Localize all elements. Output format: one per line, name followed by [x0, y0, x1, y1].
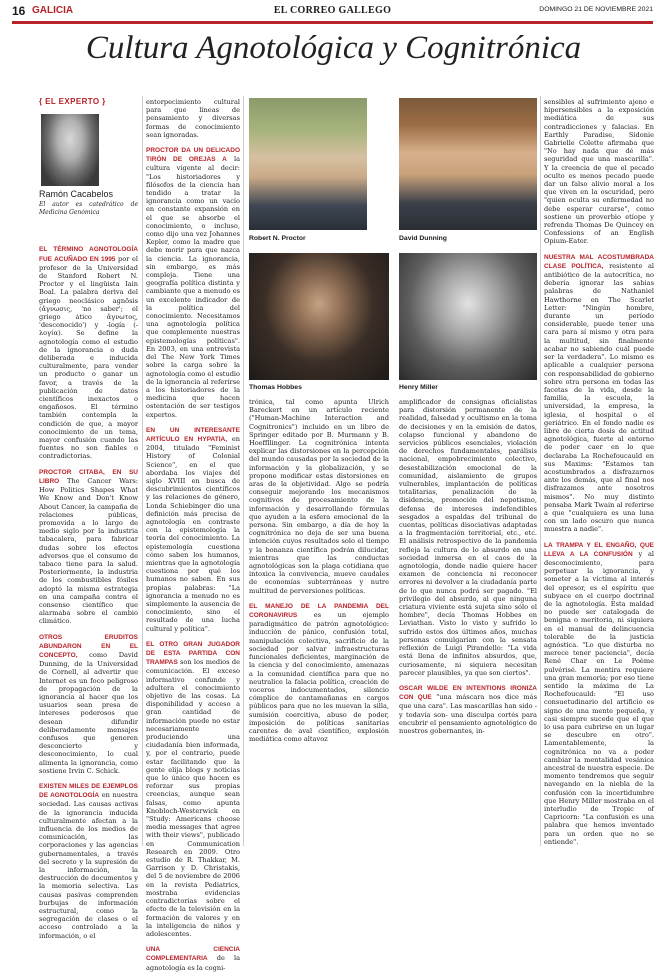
- author-name: Ramón Cacabelos: [39, 189, 114, 200]
- article-paragraph: [146, 945, 240, 972]
- photo-robert-proctor: [249, 98, 367, 230]
- article-paragraph: [399, 684, 537, 735]
- photo-caption: Thomas Hobbes: [249, 384, 302, 391]
- article-title: Cultura Agnotológica y Cognitrónica: [85, 30, 582, 66]
- paragraph-lead-in: EXISTEN MILES DE EJEMPLOS DE AGNOTOLOGÍA: [39, 783, 138, 800]
- paragraph-lead-in: EN UN INTERESANTE ARTÍCULO EN HYPATIA,: [146, 426, 240, 443]
- section-name: GALICIA: [32, 5, 74, 16]
- page-header: [12, 4, 653, 24]
- paragraph-lead-in: PROCTOR DA UN DELICADO TIRÓN DE OREJAS A: [146, 147, 240, 164]
- kicker: { EL EXPERTO }: [39, 97, 106, 106]
- photo-david-dunning: [399, 98, 537, 230]
- paragraph-text: resistente al antibiótico de la autocrítica, no debería ignorar las sabias palabras de Nathaniel Hawthorne en The Scarlet Letter: "Ningún hombre, durante un período considerable, puede tener una cara para sí mismo y otra para la multitud, sin finalmente acabar no sabiendo cuál puede ser la verdadera". Lo mismo es aplicable a cualquier persona con responsabilidad de gobierno sobre otra persona en todas las facetas de la vida, desde la familia, la escuela, la universidad, la empresa, la iglesia, el hospital o el geriátrico. En el fondo nadie es libre de cierta dosis de actitud agnotológica, fuerte al entorno de poder caer en lo que declaraba La Rochefoucauld en sus Maxims: "Estamos tan acostumbrados a disfrazarnos ante los demás, que al final nos disfrazamos ante nosotros mismos". No muy distinto pensaba Mark Twain al referirse a que "cualquiera es una luna con un lado oscuro que nunca muestra a nadie".: [544, 261, 654, 534]
- article-paragraph: [146, 98, 240, 139]
- article-paragraph: [146, 640, 240, 938]
- paragraph-lead-in: EL OTRO GRAN JUGADOR DE ESTA PARTIDA CON TRAMPAS: [146, 640, 240, 667]
- paragraph-lead-in: EL TÉRMINO AGNOTOLOGÍA FUE ACUÑADO EN 1995: [39, 246, 138, 263]
- issue-date: DOMINGO 21 DE NOVIEMBRE 2021: [539, 6, 653, 13]
- author-photo: [41, 114, 99, 186]
- column-1-body: [39, 245, 138, 939]
- article-paragraph: [39, 633, 138, 775]
- paragraph-text: en nuestra sociedad. Las causas activas de la ignorancia inducida culturalmente afectan a la influencia de los medios de comunicación, las corporaciones y las agencias gubernamentales, a través del secreto y la supresión de la información, la destrucción de documentos y la memoria selectiva. Las causas pasivas comprenden burbujas de información estructural, como la segregación de clases o el acceso controlado a la información, o el: [39, 791, 138, 940]
- article-paragraph: [249, 398, 389, 595]
- paragraph-text: por el profesor de la Universidad de Stanford Robert N. Proctor y el lingüista Iain Boal. La palabra deriva del griego neoclásico agnōsis (ἄγνωσις, 'no saber'; el griego ático ἄγνωτος, 'desconocido') y -logía (-λογία). Se define la agnotología como el estudio de la ignorancia o duda deliberada e inducida culturalmente, para vender un producto o ganar un favor, a través de la publicación de datos científicos inexactos o engañosos. El término también contempla la condición de que, a mayor conocimiento de un tema, mayor confusión cuando las fuentes no son fiables o contradictorias.: [39, 254, 139, 461]
- paragraph-text: entorpecimiento cultural para que líneas de pensamiento y diversas formas de conocimiento sean ignoradas.: [146, 98, 240, 139]
- paragraph-text: la cultura vigente al decir: "Los historiadores y filósofos de la ciencia han tendido a tratar la ignorancia como un vacío en constante expansión en el que se absorbe el conocimiento, o incluso, como dijo una vez Johannes Kepler, como la madre que debe morir para que nazca la ciencia. La ignorancia, sin embargo, es más compleja. Tiene una geografía política distinta y cambiante que a menudo es un excelente indicador de la política del conocimiento. Necesitamos una agnotología política que complemente nuestras epistemologías políticas". En 2003, en una entrevista del The New York Times sobre la carga sobre la agnotología como el estudio de la ignorancia al referirse a los historiadores de la medicina que hacen ostentación de ser testigos expertos.: [146, 155, 240, 419]
- column-1: [39, 97, 139, 940]
- column-4-body: [399, 398, 537, 735]
- article-paragraph: [146, 426, 240, 633]
- article-paragraph: [39, 468, 138, 626]
- masthead: EL CORREO GALLEGO: [273, 5, 392, 16]
- page-number: 16: [12, 4, 26, 18]
- paragraph-text: en 2004, titulado "Feminist History of Colonial Science", en el que abordaba los viajes del siglo XVIII en busca de descubrimientos científicos y las relaciones de género, Londa Schiebinger dio una definición más precisa de agnotología en contraste con la epistemología la teoría del conocimiento. La epistemología cuestiona cómo saben los humanos, mientras que la agnotología cuestiona por qué los humanos no saben. En sus propias palabras: "La ignorancia a menudo no es simplemente la ausencia de conocimiento, sino el resultado de una lucha cultural y política".: [146, 434, 240, 633]
- article-paragraph: [249, 602, 389, 743]
- photo-thomas-hobbes: [249, 253, 389, 380]
- column-3: [249, 398, 389, 850]
- paragraph-text: es un ejemplo paradigmático de patrón agnotológico: inducción de pánico, confusión total, manipulación colectiva, sacrificio de la sociedad por salvar infraestructuras funcionales deficientes, marginación de la ciencia y del conocimiento, amenazas a la comunidad científica para que no neutralice la falacia política, creación de voceros indocumentados, silencio cómplice de cantamañanas en cargos públicos para que no les muevan la silla, sumisión coercitiva, abuso de poder, imposición de políticas sanitarias carentes de aval científico, explosión mediática como altavoz: [249, 611, 389, 744]
- paragraph-text: son los medios de comunicación. El exceso informativo confunde y adultera el conocimiento objetivo de las cosas. La disponibilidad y acceso a gran cantidad de información puede no estar necesariamente produciendo una ciudadanía bien informada, y, por el contrario, puede estar facilitando que la gente elija blogs y noticias que lo único que hacen es reforzar sus propias creencias, aunque sean falsas, como apunta Knobloch-Westerwick en "Study: Americans choose media messages that agree with their views", publicado en Communication Research en 2009. Otro estudio de R. Thakkar, M. Garrison y D. Christakis, del 5 de noviembre de 2006 en la revista Pediatrics, mostraba evidencias contradictorias sobre el efecto de la televisión en la formación de valores y en la inteligencia de niños y adolescentes.: [146, 658, 240, 938]
- paragraph-lead-in: OTROS ERUDITOS ABUNDARON EN EL CONCEPTO,: [39, 633, 138, 659]
- paragraph-text: The Cancer Wars: How Politics Shapes What We Know and Don't Know About Cancer, la campaña de relaciones públicas, promovida a lo largo de medio siglo por la industria tabacalera, para fabricar dudas sobre los efectos adversos que el consumo de tabaco tiene para la salud. Posteriormente, la industria de los combustibles fósiles adoptó la misma estrategia en una campaña contra el consenso científico que alarmaba sobre el cambio climático.: [39, 476, 138, 626]
- paragraph-lead-in: PROCTOR CITABA, EN SU LIBRO: [39, 468, 138, 485]
- paragraph-text: de la agnotología es la cogni-: [146, 954, 240, 972]
- photo-caption: Robert N. Proctor: [249, 235, 306, 242]
- paragraph-text: amplificador de consignas oficialistas para distorsión permanente de la realidad, falsedad y ocultismo en la toma de decisiones y en la emisión de datos, colapso funcional y abandono de servicios públicos esenciales, violación de derechos fundamentales, parálisis nacional, empobrecimiento colectivo, desestabilización emocional de la comunidad, aislamiento de grupos vulnerables, implantación de políticas totalitarias, penalización de la disidencia, promoción del nepotismo, defensa de intereses indefendibles sesgados a espaldas del tribunal de cuentas, políticas disociativas adaptadas a la fragmentación territorial, etc., etc. El análisis retrospectivo de la pandemia refleja la cultura de lo absurdo en una sociedad inmersa en el caos de la agnotología, donde nadie quiere hacer examen de conciencia ni reconocer errores ni devolver a la ciudadanía parte de lo que nunca podrá ser pagado. "El privilegio del absurdo, al que ninguna criatura viviente está sujeta sino sólo el hombre", decía Thomas Hobbes en Leviathan. Visto lo visto y sufrido lo sufrido estos dos últimos años, muchas personas comulgarían con la sensata reflexión de Luigi Pirandello: "La vida está llena de infinitos absurdos, que, curiosamente, ni siquiera necesitan parecer plausibles, ya que son ciertos".: [399, 398, 537, 677]
- paragraph-text: sensibles al sufrimiento ajeno e hipersensibles a la exposición mediática de sus contradicciones y falacias. En Earthly Paradise, Sidonie Gabrielle Colette afirmaba que "No hay nada que dé más seguridad que una mascarilla". Y la creencia de que el pecado oculto es menos pecado puede dar un falso alivio moral a los que viven en la oscuridad, pero "quien oculta su enfermedad no debe esperar curarse", como sostiene un proverbio etíope y refrenda Thomas De Quincey en Confessions of an English Opium-Eater.: [544, 98, 654, 246]
- article-paragraph: [544, 541, 654, 847]
- article-paragraph: [544, 253, 654, 534]
- column-rule: [142, 96, 143, 846]
- photo-caption: David Dunning: [399, 235, 447, 242]
- paragraph-text: y al desconocimiento, para perpetuar la ignorancia, y someter a la víctima al interés del opresor, es el espíritu que subyace en el cuerpo doctrinal de la agnotología. Esta maldad no puede ser catalogada de benigna o meritoria, ni siquiera en el manual de delincuencia tolerable de la justicia agnóstica. "Lo que disturba no merece tener paciencia", decía René Char en Le Poème pulvérisé. La mentira requiere una gran memoria; por eso tiene sentido la máxima de La Rochefoucauld: "El uso consuetudinario del artificio es signo de una mente pequeña, y casi siempre sucede que el que lo usa para cubrirse en un lugar se descubre en otro". Lamentablemente, la cognitrónica no va a poder cambiar la mentalidad vesánica ancestral de nuestra especie. De momento tendremos que seguir navegando en la niebla de la confusión con la incertidumbre que Henry Miller mostraba en el interludio de Tropic of Capricorn: "La confusión es una palabra que hemos inventado para un orden que no se entiende".: [544, 549, 654, 846]
- photo-caption: Henry Miller: [399, 384, 438, 391]
- paragraph-lead-in: EL MANEJO DE LA PANDEMIA DEL CORONAVIRUS: [249, 602, 389, 620]
- column-2-body: [146, 98, 240, 972]
- article-paragraph: [544, 98, 654, 246]
- column-5: [544, 98, 654, 850]
- paragraph-text: trónica, tal como apunta Ulrich Bareckert en un artículo reciente ("Human-Machine Interaction and Cognitronics") incluido en un libro de Springer editado por B. Murmann y B. Hoeffllinger. La cognitrónica intenta explicar las distorsiones en la percepción del mundo causadas por la sociedad de la información y la globalización, y se propone modificar estas distorsiones en aras de la objetividad. Algo se podría conseguir mejorando los mecanismos cognitivos de procesamiento de la información y desarrollando fórmulas que ayuden a la esfera emocional de la persona. Sin embargo, a día de hoy la cognitrónica no deja de ser una buena intención cuyos resultados solo el tiempo y la bonanza científica podrán dilucidar, mientras que las conductas agnotológicas son la plaga cotidiana que intoxica la convivencia, mueve caudales de economías subterráneas y nutre multitud de perversiones políticas.: [249, 398, 389, 595]
- column-rule: [540, 96, 541, 846]
- paragraph-lead-in: LA TRAMPA Y EL ENGAÑO, QUE LLEVA A LA CONFUSIÓN: [544, 541, 654, 558]
- column-rule: [243, 96, 244, 846]
- article-paragraph: [146, 146, 240, 419]
- article-paragraph: [39, 782, 138, 940]
- paragraph-lead-in: UNA CIENCIA COMPLEMENTARIA: [146, 946, 240, 963]
- column-2: [146, 98, 240, 972]
- article-paragraph: [39, 245, 138, 460]
- column-4: [399, 398, 537, 850]
- paragraph-lead-in: OSCAR WILDE EN INTENTIONS IRONIZA CON QUE: [399, 684, 537, 702]
- column-5-body: [544, 98, 654, 846]
- paragraph-lead-in: NUESTRA MAL ACOSTUMBRADA CLASE POLÍTICA,: [544, 253, 654, 270]
- column-3-body: [249, 398, 389, 743]
- paragraph-text: "una máscara nos dice más que una cara". Las mascarillas han sido -y todavía son- una disculpa cortés para encubrir el pensamiento agnotológico de nuestros gobernantes, in-: [399, 693, 537, 735]
- paragraph-text: como David Dunning, de la Universidad de Cornell, al advertir que Internet es un foco peligroso de propagación de la ignorancia al hacer que los usuarios sean presa de intereses poderosos que desean difundir deliberadamente mensajes confusos que generen desconcierto y desconocimiento, lo cual alimenta la ignorancia, como sostiene Irvin C. Schick.: [39, 650, 138, 775]
- article-paragraph: [399, 398, 537, 677]
- photo-henry-miller: [399, 253, 537, 380]
- author-bio: El autor es catedrático de Medicina Genómica: [39, 201, 138, 217]
